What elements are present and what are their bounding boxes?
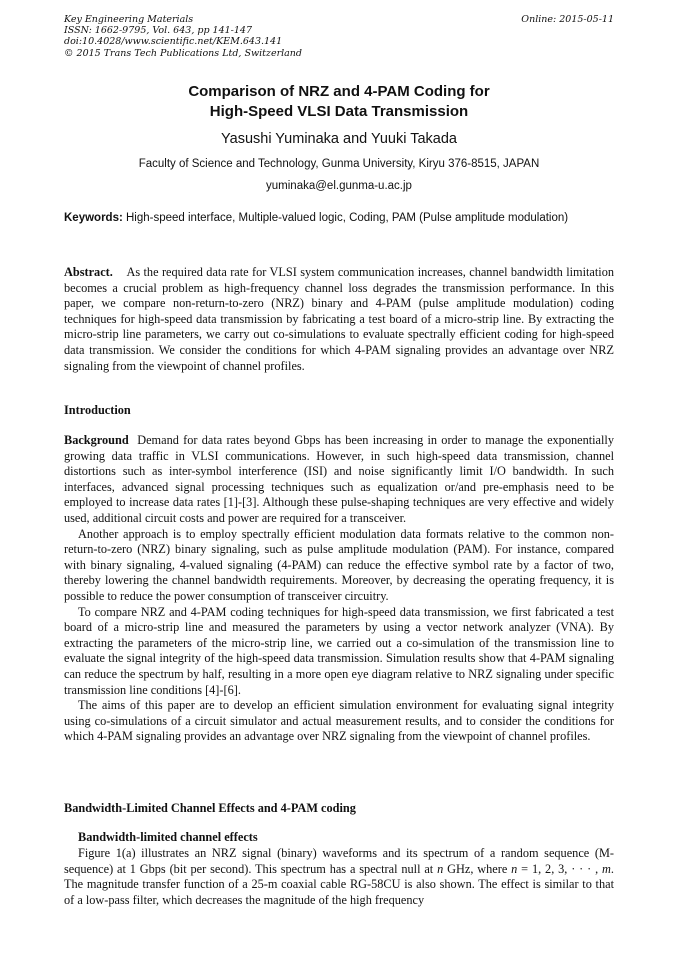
abstract-text: As the required data rate for VLSI system communication increases, channel bandwidth limitation becomes a crucial problem as high-frequency channel loss degrades the transmission performance. In this paper, we compare non-return-to-zero (NRZ) binary and 4-PAM (pulse amplitude modulation) coding techniques for high-speed data transmission by fabricating a test board of a micro-strip line. By extracting the micro-strip line parameters, we carry out co-simulations to evaluate spectrally efficient coding for high-speed data transmission. We consider the conditions for which 4-PAM signaling provides an advantage over NRZ signaling from the viewpoint of channel profiles. — [64, 265, 615, 373]
paragraph — [64, 846, 614, 908]
math-var: n — [511, 861, 518, 876]
paragraph: Another approach is to employ spectrally efficient modulation data formats relative to the common non-return-to-zero (NRZ) binary signaling, such as pulse amplitude modulation (PAM). For instance, compared with binary signaling, 4-valued signaling (4-PAM) can reduce the effective symbol rate by a factor of two, thereby lowering the channel bandwidth requirements. Moreover, by decreasing the operating frequency, it is possible to reduce the power consumption of transceiver circuitry. — [64, 526, 614, 603]
title-line-1: Comparison of NRZ and 4-PAM Coding for — [188, 83, 490, 100]
journal-header — [64, 14, 614, 59]
copyright-line: © 2015 Trans Tech Publications Ltd, Switzerland — [64, 47, 303, 59]
background-label: Background — [64, 433, 129, 447]
keywords — [64, 211, 618, 226]
issn-line: ISSN: 1662-9795, Vol. 643, pp 141-147 — [64, 25, 253, 37]
paper-title — [64, 82, 614, 122]
author-email: yuminaka@el.gunma-u.ac.jp — [266, 180, 412, 192]
text-run: GHz, where — [443, 861, 512, 876]
paragraph: To compare NRZ and 4-PAM coding techniques for high-speed data transmission, we first fabricated a test board of a micro-strip line and measured the parameters by using a vector network analyzer (VNA). By extracting the parameters of the micro-strip line, we carried out a co-simulation of the transmission line to evaluate the signal integrity of the high-speed data transmission. Simulation results show that 4-PAM signaling can reduce the spectrum by half, resulting in a more open eye diagram relative to NRZ signaling under specific transmission line conditions [4]-[6]. — [64, 604, 614, 697]
keywords-text: High-speed interface, Multiple-valued logic, Coding, PAM (Pulse amplitude modulation) — [122, 212, 569, 224]
authors: Yasushi Yuminaka and Yuuki Takada — [221, 131, 457, 147]
text-run: Figure 1(a) illustrates an NRZ signal (binary) waveforms and its spectrum of a random sequence (M-sequence) at 1 Gbps (bit per second). This spectrum has a spectral null at — [64, 846, 614, 876]
text-run: . The magnitude transfer function of a 25-m coaxial cable RG-58CU is also shown. The effect is similar to that of a low-pass filter, which decreases the magnitude of the high frequency — [64, 861, 614, 907]
introduction-body — [64, 433, 614, 745]
subsection-heading: Bandwidth-limited channel effects — [78, 830, 258, 844]
math-var: n — [437, 861, 444, 876]
abstract-label: Abstract. — [64, 265, 113, 279]
title-block — [64, 82, 614, 194]
affiliation: Faculty of Science and Technology, Gunma University, Kiryu 376-8515, JAPAN — [138, 158, 540, 170]
paragraph — [64, 433, 614, 527]
journal-name: Key Engineering Materials — [64, 14, 194, 25]
doi-line: doi:10.4028/www.scientific.net/KEM.643.141 — [64, 36, 283, 48]
online-date: Online: 2015-05-11 — [521, 14, 614, 25]
math-var: m — [602, 861, 611, 876]
text-run: = 1, 2, 3, · · · , — [517, 861, 603, 876]
introduction-heading: Introduction — [64, 403, 131, 417]
keywords-label: Keywords: — [64, 212, 123, 224]
section-heading: Bandwidth-Limited Channel Effects and 4-PAM coding — [64, 801, 356, 815]
title-line-2: High-Speed VLSI Data Transmission — [209, 103, 469, 120]
paragraph: The aims of this paper are to develop an efficient simulation environment for evaluating signal integrity using co-simulations of a circuit simulator and actual measurement results, and to consider the conditions for which 4-PAM signaling provides an advantage over NRZ signaling from the viewpoint of channel profiles. — [64, 698, 614, 744]
paragraph-text: Demand for data rates beyond Gbps has been increasing in order to manage the exponentially growing data traffic in VLSI communications. However, in such high-speed data transmission, channel distortions such as inter-symbol interference (ISI) and noise significantly limit I/O bandwidth. In such interfaces, advanced signal processing techniques such as equalization or/and pre-emphasis need to be employed to increase data rates [1]-[3]. Although these pulse-shaping techniques are very effective and widely used, additional circuit costs and power are required for a transceiver. — [64, 433, 614, 525]
abstract — [64, 265, 614, 374]
section-body — [64, 846, 614, 908]
